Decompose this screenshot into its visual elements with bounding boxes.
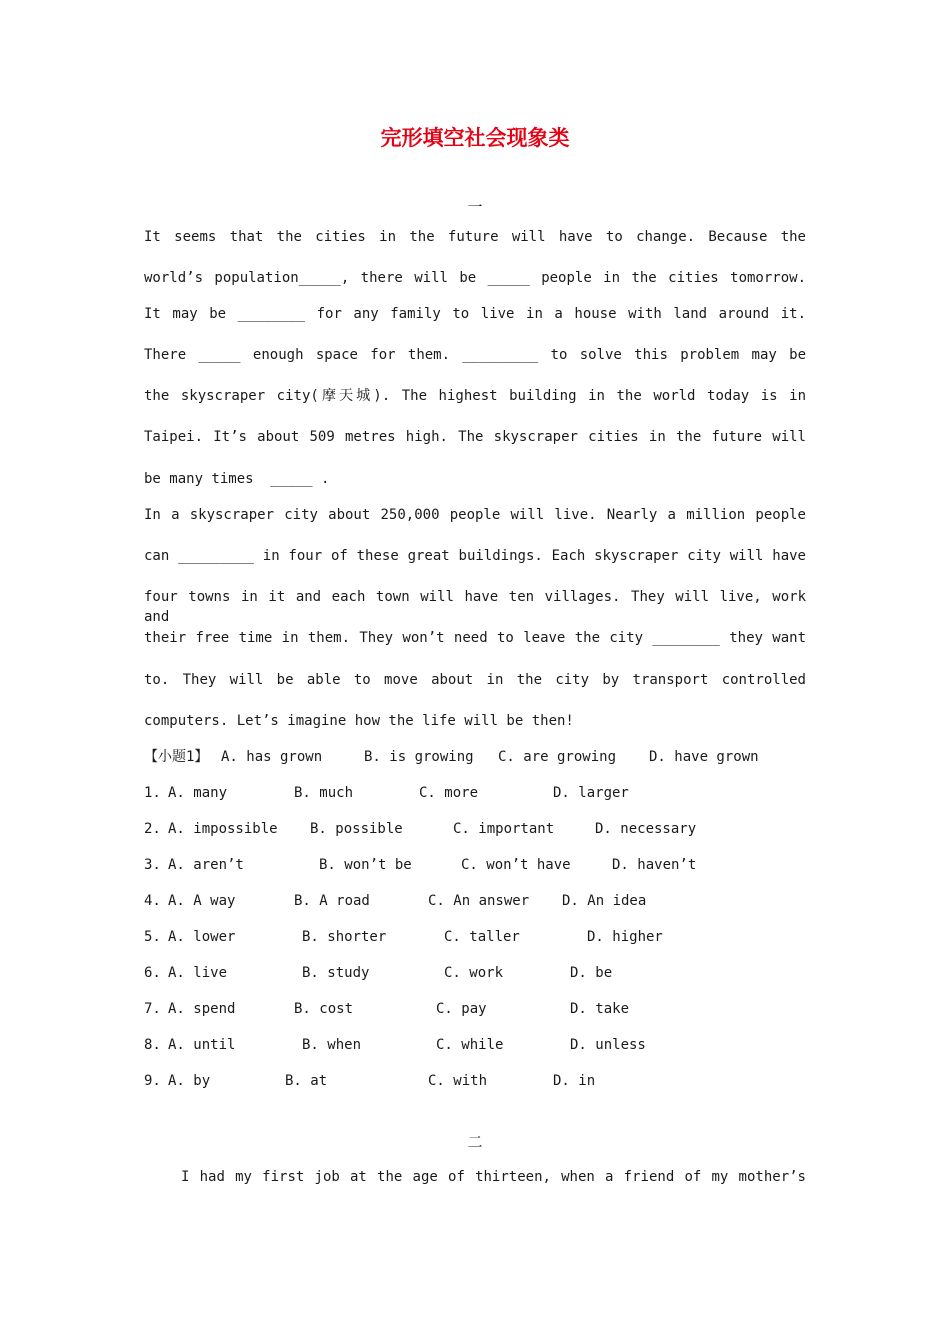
option-a: A. A way <box>168 893 236 909</box>
passage-line: computers. Let’s imagine how the life will be then! <box>144 713 574 729</box>
option-c: C. with <box>428 1073 488 1089</box>
option-d: D. haven’t <box>612 857 697 873</box>
option-a: A. aren’t <box>168 857 244 873</box>
page-title: 完形填空社会现象类 <box>380 126 570 150</box>
passage-line: There _____ enough space for them. _________ to solve this problem may be <box>144 347 806 363</box>
option-b: B. cost <box>294 1001 354 1017</box>
passage-line: It seems that the cities in the future will have to change. Because the <box>144 229 806 245</box>
option-b: B. when <box>302 1037 362 1053</box>
passage-line: Taipei. It’s about 509 metres high. The skyscraper cities in the future will <box>144 429 806 445</box>
option-b: B. study <box>302 965 370 981</box>
passage-line: four towns in it and each town will have ten villages. They will live, work and <box>144 589 806 625</box>
option-d: D. unless <box>570 1037 646 1053</box>
option-c: C. An answer <box>428 893 530 909</box>
option-a: A. spend <box>168 1001 236 1017</box>
option-c: C. pay <box>436 1001 487 1017</box>
option-d: D. larger <box>553 785 629 801</box>
option-a: A. by <box>168 1073 211 1089</box>
passage-line: I had my first job at the age of thirteen, when a friend of my mother’s <box>181 1169 806 1185</box>
passage-line: to. They will be able to move about in the city by transport controlled <box>144 672 806 688</box>
question-number: 【小题1】 <box>144 749 209 765</box>
option-b: B. A road <box>294 893 370 909</box>
passage-line: can _________ in four of these great buildings. Each skyscraper city will have <box>144 548 806 564</box>
passage-line: be many times _____ . <box>144 471 330 487</box>
section-heading-1: 一 <box>467 198 483 216</box>
question-number: 6. <box>144 965 161 981</box>
option-b: B. possible <box>310 821 403 837</box>
passage-line: their free time in them. They won’t need to leave the city ________ they want <box>144 630 806 646</box>
option-d: D. higher <box>587 929 663 945</box>
option-b: B. at <box>285 1073 328 1089</box>
option-a: A. live <box>168 965 228 981</box>
option-b: B. shorter <box>302 929 387 945</box>
option-c: C. won’t have <box>461 857 571 873</box>
option-d: D. An idea <box>562 893 647 909</box>
question-number: 2. <box>144 821 161 837</box>
option-a: A. many <box>168 785 228 801</box>
option-c: C. are growing <box>498 749 617 765</box>
option-c: C. important <box>453 821 555 837</box>
question-number: 8. <box>144 1037 161 1053</box>
option-d: D. have grown <box>649 749 759 765</box>
option-a: A. impossible <box>168 821 278 837</box>
option-c: C. while <box>436 1037 504 1053</box>
passage-line: In a skyscraper city about 250,000 people will live. Nearly a million people <box>144 507 806 523</box>
option-a: A. lower <box>168 929 236 945</box>
option-d: D. necessary <box>595 821 697 837</box>
option-a: A. has grown <box>221 749 323 765</box>
question-number: 9. <box>144 1073 161 1089</box>
option-b: B. is growing <box>364 749 474 765</box>
passage-line: It may be ________ for any family to live in a house with land around it. <box>144 306 806 322</box>
question-number: 1. <box>144 785 161 801</box>
question-number: 7. <box>144 1001 161 1017</box>
question-number: 4. <box>144 893 161 909</box>
passage-line: world’s population_____, there will be _____ people in the cities tomorrow. <box>144 270 806 286</box>
option-d: D. in <box>553 1073 596 1089</box>
option-d: D. take <box>570 1001 630 1017</box>
option-c: C. more <box>419 785 479 801</box>
section-heading-2: 二 <box>467 1133 483 1151</box>
option-b: B. much <box>294 785 354 801</box>
option-a: A. until <box>168 1037 236 1053</box>
option-c: C. work <box>444 965 504 981</box>
option-d: D. be <box>570 965 613 981</box>
option-c: C. taller <box>444 929 520 945</box>
question-number: 5. <box>144 929 161 945</box>
question-number: 3. <box>144 857 161 873</box>
passage-line: the skyscraper city(摩天城). The highest building in the world today is in <box>144 388 806 404</box>
option-b: B. won’t be <box>319 857 412 873</box>
